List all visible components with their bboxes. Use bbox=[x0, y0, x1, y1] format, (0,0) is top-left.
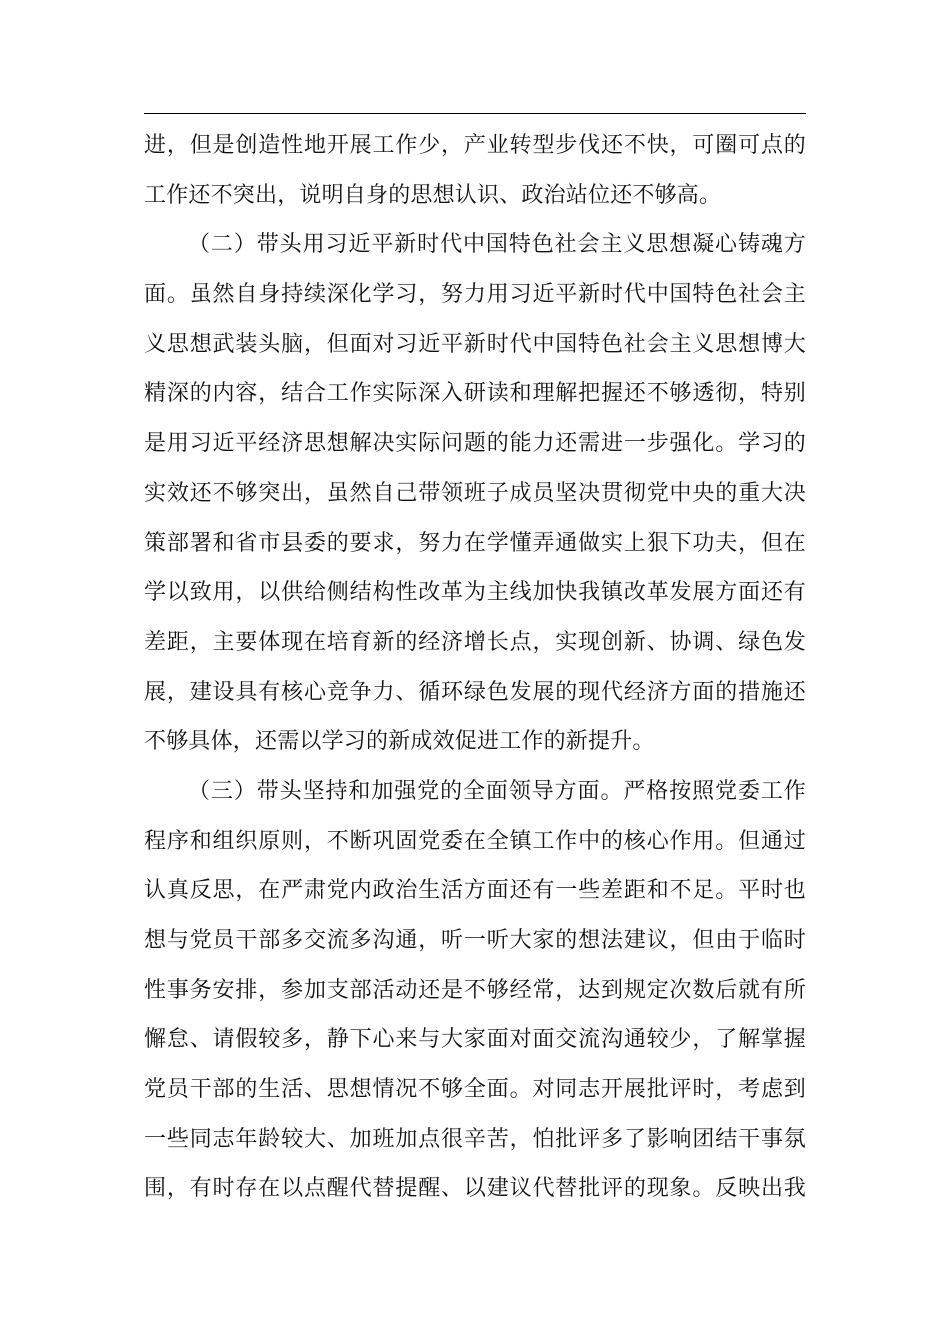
text-line: （三）带头坚持和加强党的全面领导方面。严格按照党委工作 bbox=[188, 778, 806, 804]
text-line: 策部署和省市县委的要求，努力在学懂弄通做实上狠下功夫，但在 bbox=[144, 530, 806, 556]
text-line: 是用习近平经济思想解决实际问题的能力还需进一步强化。学习的 bbox=[144, 431, 806, 457]
text-line: 一些同志年龄较大、加班加点很辛苦，怕批评多了影响团结干事氛 bbox=[144, 1126, 806, 1152]
text-line: 义思想武装头脑，但面对习近平新时代中国特色社会主义思想博大 bbox=[144, 331, 806, 357]
text-line: 想与党员干部多交流多沟通，听一听大家的想法建议，但由于临时 bbox=[144, 928, 806, 953]
text-line: 精深的内容，结合工作实际深入研读和理解把握还不够透彻，特别 bbox=[144, 381, 806, 407]
text-line: 工作还不突出，说明自身的思想认识、政治站位还不够高。 bbox=[144, 182, 722, 208]
paragraph-p0-continuation bbox=[144, 121, 806, 220]
text-line: 懈怠、请假较多，静下心来与大家面对面交流沟通较少，了解掌握 bbox=[144, 1027, 806, 1053]
text-line: 差距，主要体现在培育新的经济增长点，实现创新、协调、绿色发 bbox=[144, 629, 806, 655]
paragraph-p1-section-2 bbox=[144, 220, 806, 767]
text-line: 性事务安排，参加支部活动还是不够经常，达到规定次数后就有所 bbox=[144, 977, 806, 1003]
text-line: 实效还不够突出，虽然自己带领班子成员坚决贯彻党中央的重大决 bbox=[144, 480, 806, 506]
header-rule bbox=[144, 113, 806, 114]
text-line: 不够具体，还需以学习的新成效促进工作的新提升。 bbox=[144, 729, 655, 755]
text-line: 程序和组织原则，不断巩固党委在全镇工作中的核心作用。但通过 bbox=[144, 828, 806, 854]
text-line: 学以致用，以供给侧结构性改革为主线加快我镇改革发展方面还有 bbox=[144, 580, 806, 606]
text-line: 进，但是创造性地开展工作少，产业转型步伐还不快，可圈可点的 bbox=[144, 133, 806, 158]
text-line: 围，有时存在以点醒代替提醒、以建议代替批评的现象。反映出我 bbox=[144, 1176, 806, 1202]
text-line: 展，建设具有核心竞争力、循环绿色发展的现代经济方面的措施还 bbox=[144, 679, 806, 705]
text-line: 党员干部的生活、思想情况不够全面。对同志开展批评时，考虑到 bbox=[144, 1077, 806, 1103]
paragraph-p2-section-3 bbox=[144, 767, 806, 1214]
text-line: （二）带头用习近平新时代中国特色社会主义思想凝心铸魂方 bbox=[188, 232, 806, 258]
text-line: 认真反思，在严肃党内政治生活方面还有一些差距和不足。平时也 bbox=[144, 878, 806, 904]
body-text bbox=[144, 121, 806, 1214]
text-line: 面。虽然自身持续深化学习，努力用习近平新时代中国特色社会主 bbox=[144, 282, 806, 308]
